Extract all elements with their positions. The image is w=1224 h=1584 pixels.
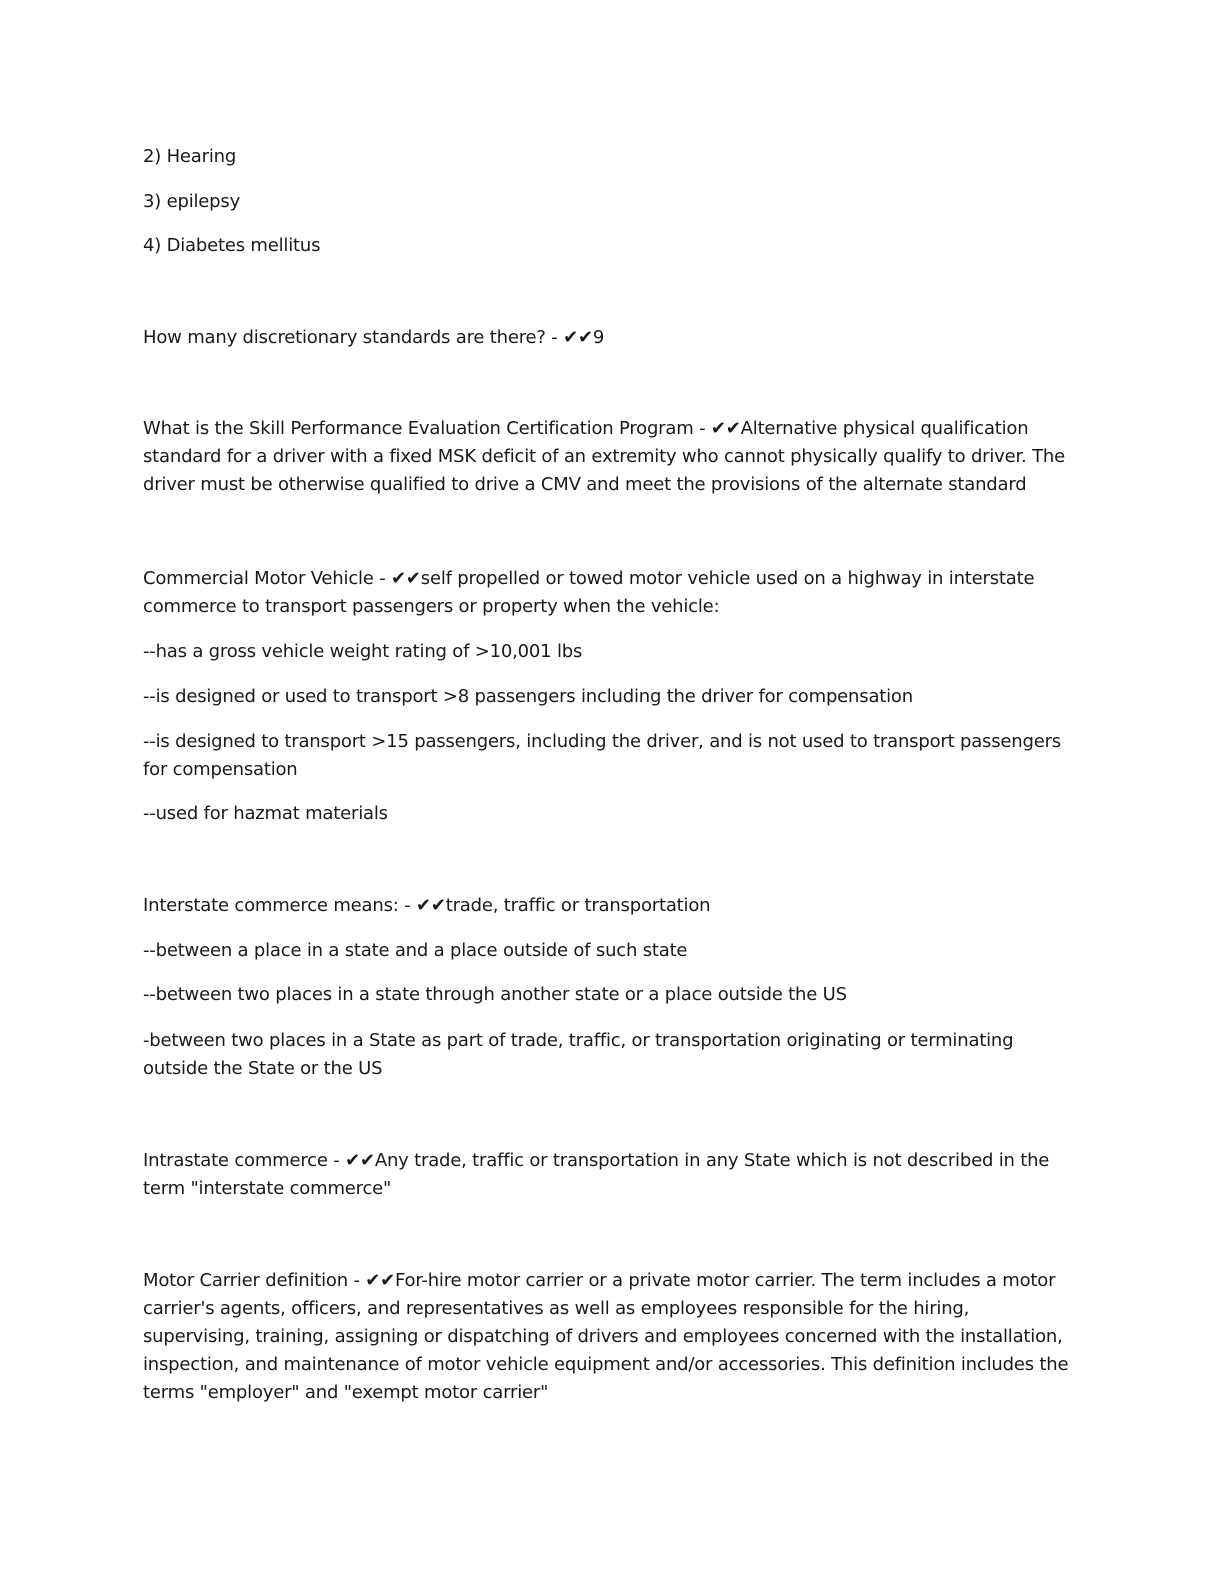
interstate-line-2: --between two places in a state through another state or a place outside the US bbox=[143, 984, 847, 1005]
list-item-hearing: 2) Hearing bbox=[143, 146, 237, 167]
card-discretionary-standards: How many discretionary standards are there? - ✔✔9 bbox=[143, 327, 605, 348]
card-intrastate-commerce: Intrastate commerce - ✔✔Any trade, traffic or transportation in any State which is not described in the term "interstate commerce" bbox=[143, 1150, 1050, 1199]
interstate-line-1: --between a place in a state and a place outside of such state bbox=[143, 940, 688, 961]
card-interstate-commerce: Interstate commerce means: - ✔✔trade, traffic or transportation bbox=[143, 895, 711, 916]
interstate-line-3: -between two places in a State as part of trade, traffic, or transportation originating or terminating outside the State or the US bbox=[143, 1030, 1014, 1079]
cmv-criterion-weight: --has a gross vehicle weight rating of >10,001 lbs bbox=[143, 641, 583, 662]
card-skill-performance-evaluation: What is the Skill Performance Evaluation Certification Program - ✔✔Alternative physical qualification standard for a driver with a fixed MSK deficit of an extremity who cannot physically qualify to driver. The driver must be otherwise qualified to drive a CMV and meet the provisions of the alternate standard bbox=[143, 418, 1065, 495]
cmv-criterion-hazmat: --used for hazmat materials bbox=[143, 803, 388, 824]
card-motor-carrier-definition: Motor Carrier definition - ✔✔For-hire motor carrier or a private motor carrier. The term includes a motor carrier's agents, officers, and representatives as well as employees responsible for the hiring, supervising, training, assigning or dispatching of drivers and employees concerned with the installation, inspection, and maintenance of motor vehicle equipment and/or accessories. This definition includes the terms "employer" and "exempt motor carrier" bbox=[143, 1270, 1069, 1403]
list-item-diabetes: 4) Diabetes mellitus bbox=[143, 235, 321, 256]
card-commercial-motor-vehicle: Commercial Motor Vehicle - ✔✔self propelled or towed motor vehicle used on a highway in interstate commerce to transport passengers or property when the vehicle: bbox=[143, 568, 1035, 617]
cmv-criterion-15-passengers: --is designed to transport >15 passengers, including the driver, and is not used to transport passengers for compensation bbox=[143, 731, 1061, 780]
cmv-criterion-8-passengers: --is designed or used to transport >8 passengers including the driver for compensation bbox=[143, 686, 913, 707]
list-item-epilepsy: 3) epilepsy bbox=[143, 191, 241, 212]
